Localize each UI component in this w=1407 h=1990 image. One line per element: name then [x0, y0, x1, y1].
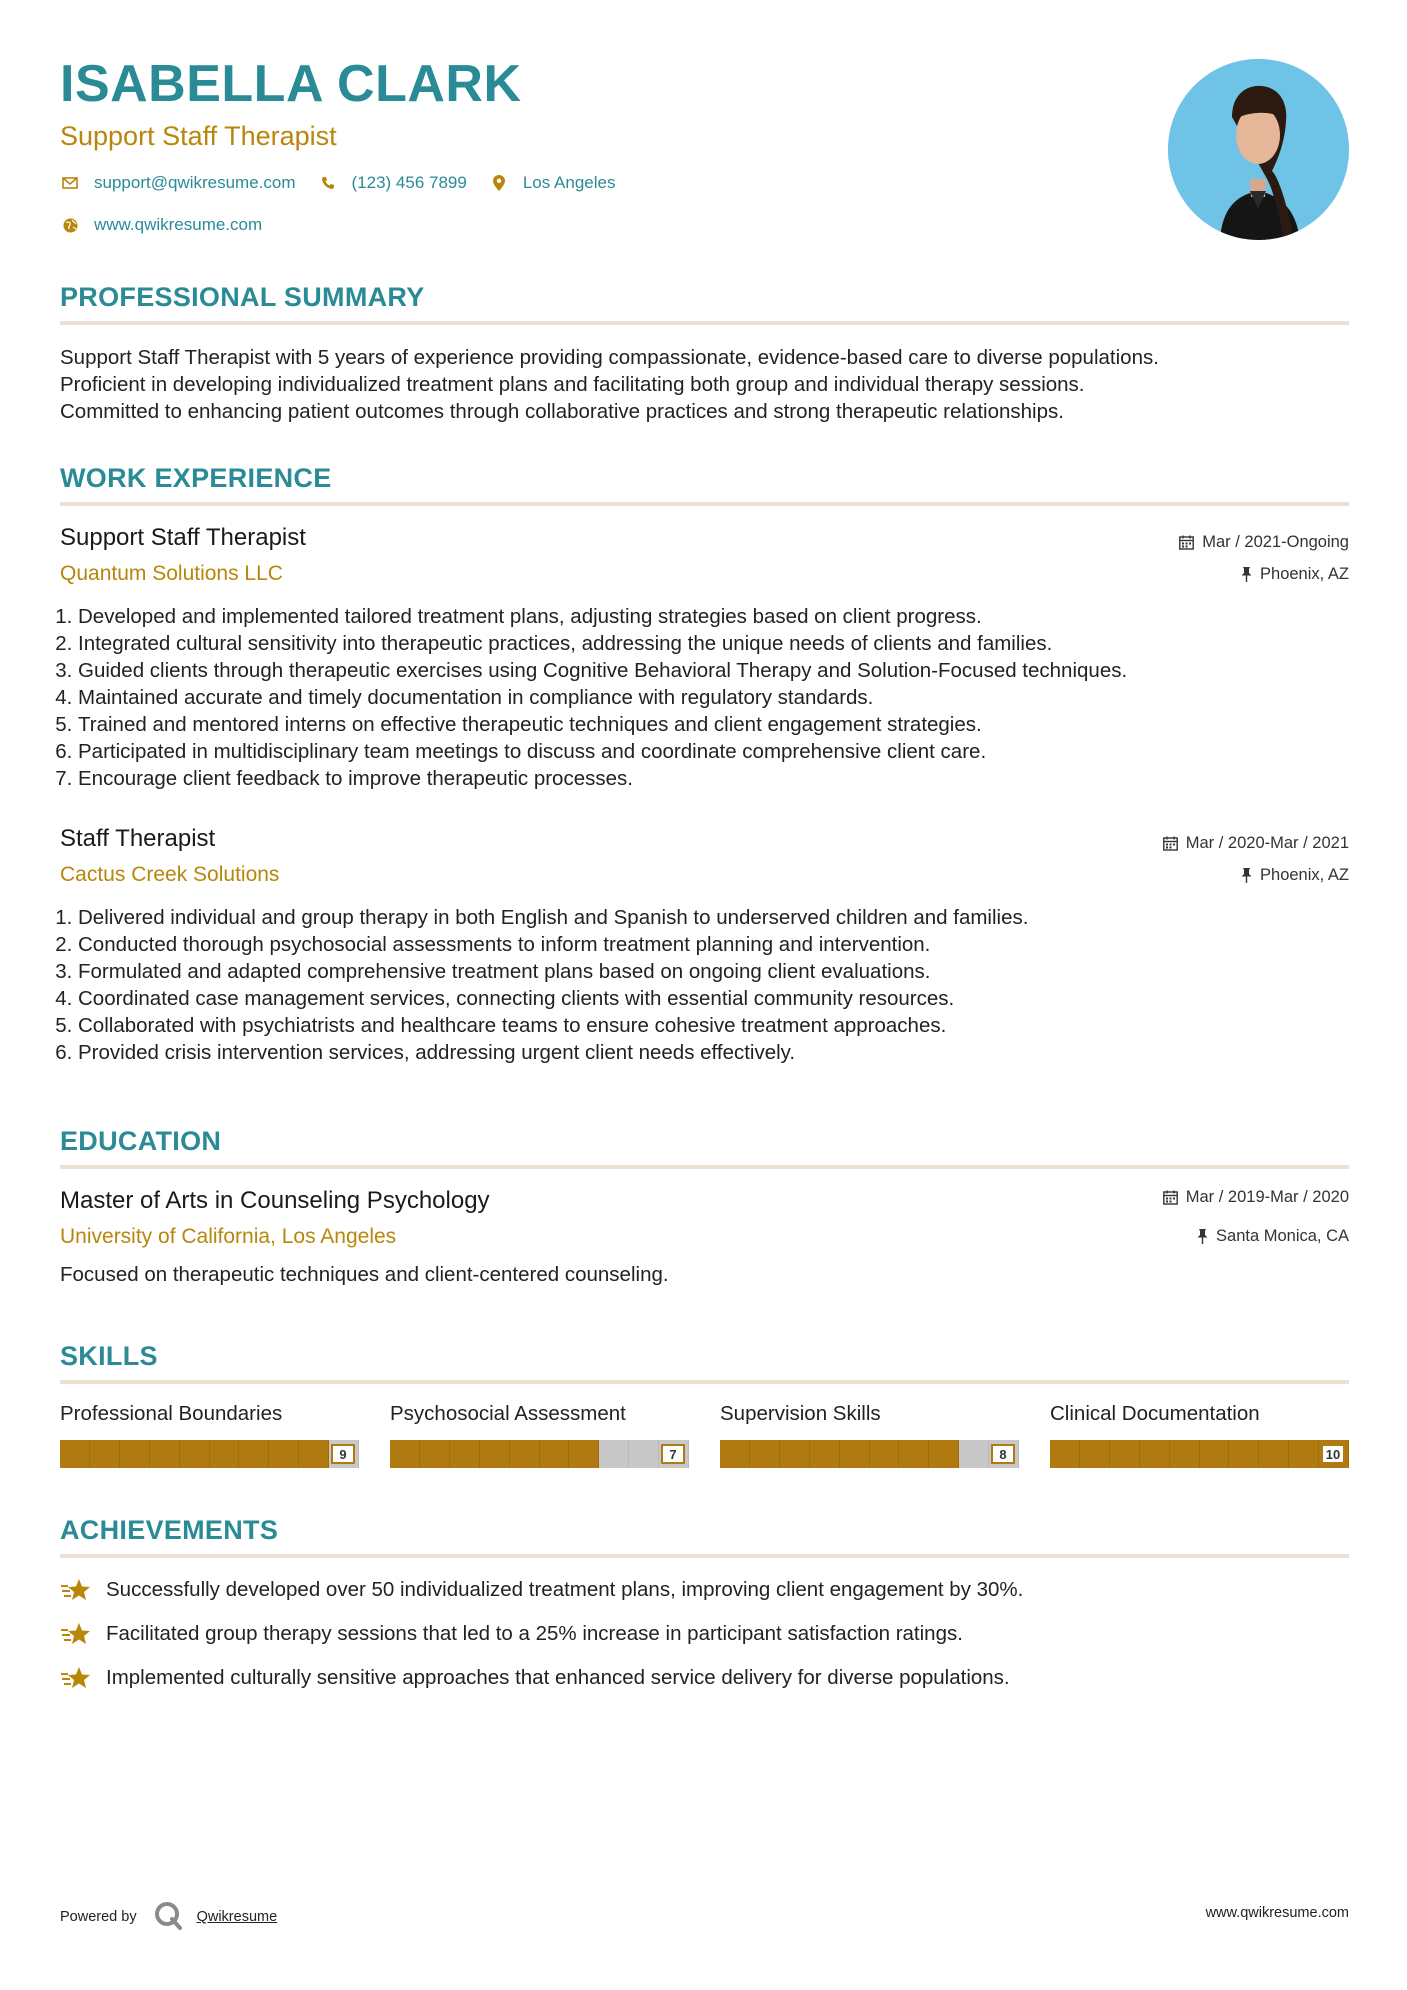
achievement-text: Implemented culturally sensitive approaches that enhanced service delivery for diverse populations.: [106, 1666, 1010, 1689]
skill-segment-filled: [870, 1440, 900, 1468]
skill-score: 10: [1321, 1444, 1345, 1464]
company-name: Cactus Creek Solutions: [60, 863, 280, 886]
job-location: [1241, 565, 1349, 584]
skill-segment-filled: [90, 1440, 120, 1468]
skill-segment-filled: [750, 1440, 780, 1468]
shooting-star-icon: [60, 1665, 92, 1691]
skill-segment-empty: [629, 1440, 659, 1468]
achievement-item: [60, 1665, 1010, 1691]
skill-segment-empty: [599, 1440, 629, 1468]
pushpin-icon: [1197, 1229, 1208, 1244]
duty-item: 2. Integrated cultural sensitivity into therapeutic practices, addressing the unique needs of clients and families.: [78, 630, 1349, 657]
achievement-text: Successfully developed over 50 individualized treatment plans, improving client engagement by 30%.: [106, 1578, 1024, 1601]
skill-item: [60, 1402, 359, 1462]
duty-item: 5. Collaborated with psychiatrists and healthcare teams to ensure cohesive treatment approaches.: [78, 1012, 1349, 1039]
resume-page: [60, 0, 1349, 1990]
phone-text[interactable]: (123) 456 7899: [351, 173, 467, 192]
location-text: Los Angeles: [522, 173, 616, 192]
skill-segment-filled: [1140, 1440, 1170, 1468]
duty-item: 1. Delivered individual and group therapy in both English and Spanish to underserved children and families.: [78, 904, 1349, 931]
qwikresume-link[interactable]: Qwikresume: [196, 1909, 278, 1925]
skill-name: Clinical Documentation: [1050, 1402, 1260, 1425]
email-text[interactable]: support@qwikresume.com: [94, 173, 296, 192]
job-location-text: Phoenix, AZ: [1260, 866, 1349, 884]
calendar-icon: [1163, 836, 1178, 851]
skill-segment-filled: [390, 1440, 420, 1468]
skill-segment-filled: [1259, 1440, 1289, 1468]
skill-segment-filled: [239, 1440, 269, 1468]
candidate-role: Support Staff Therapist: [60, 121, 337, 151]
skill-score: 9: [331, 1444, 355, 1464]
skill-segment-filled: [810, 1440, 840, 1468]
skill-segment-filled: [780, 1440, 810, 1468]
skill-item: [1050, 1402, 1349, 1462]
skill-segment-filled: [929, 1440, 959, 1468]
duty-item: 2. Conducted thorough psychosocial assessments to inform treatment planning and intervention.: [78, 931, 1349, 958]
footer-powered-by: [60, 1900, 277, 1934]
website-text[interactable]: www.qwikresume.com: [94, 215, 263, 234]
education-dates-text: Mar / 2019-Mar / 2020: [1185, 1188, 1349, 1206]
phone-icon: [318, 173, 338, 193]
avatar: [1168, 59, 1349, 240]
skill-segment-filled: [840, 1440, 870, 1468]
summary-text: [60, 344, 1349, 425]
skill-segment-filled: [420, 1440, 450, 1468]
skill-segment-filled: [569, 1440, 599, 1468]
job-dates-text: Mar / 2021-Ongoing: [1202, 533, 1349, 551]
section-divider: [60, 1165, 1349, 1169]
calendar-icon: [1179, 535, 1194, 550]
education-title: EDUCATION: [60, 1126, 222, 1156]
pushpin-icon: [1241, 567, 1252, 582]
section-divider: [60, 1380, 1349, 1384]
skill-segment-filled: [180, 1440, 210, 1468]
skill-segment-filled: [510, 1440, 540, 1468]
envelope-icon: [60, 173, 80, 193]
duty-item: 4. Maintained accurate and timely documentation in compliance with regulatory standards.: [78, 684, 1349, 711]
skill-segment-filled: [1170, 1440, 1200, 1468]
section-divider: [60, 1554, 1349, 1558]
skill-segment-filled: [150, 1440, 180, 1468]
skill-segment-filled: [480, 1440, 510, 1468]
job-location: [1241, 866, 1349, 885]
pushpin-icon: [1241, 868, 1252, 883]
skill-score: 7: [661, 1444, 685, 1464]
skill-name: Psychosocial Assessment: [390, 1402, 626, 1425]
experience-title: WORK EXPERIENCE: [60, 463, 332, 493]
skill-segment-filled: [540, 1440, 570, 1468]
education-location-text: Santa Monica, CA: [1216, 1227, 1349, 1245]
achievement-text: Facilitated group therapy sessions that led to a 25% increase in participant satisfaction ratings.: [106, 1622, 963, 1645]
duty-item: 5. Trained and mentored interns on effective therapeutic techniques and client engagement strategies.: [78, 711, 1349, 738]
skill-segment-filled: [1229, 1440, 1259, 1468]
skill-level-bar: [720, 1440, 1019, 1468]
section-divider: [60, 502, 1349, 506]
contact-row: [60, 173, 637, 193]
education-dates: [1163, 1188, 1349, 1207]
duty-item: 1. Developed and implemented tailored treatment plans, adjusting strategies based on client progress.: [78, 603, 1349, 630]
job-dates: [1179, 533, 1349, 552]
shooting-star-icon: [60, 1577, 92, 1603]
job-dates: [1163, 834, 1349, 853]
skill-name: Professional Boundaries: [60, 1402, 283, 1425]
powered-by-label: Powered by: [60, 1909, 137, 1925]
skill-item: [720, 1402, 1019, 1462]
skill-level-bar: [60, 1440, 359, 1468]
calendar-icon: [1163, 1190, 1178, 1205]
location-item: [489, 173, 616, 193]
school-name: University of California, Los Angeles: [60, 1225, 397, 1248]
candidate-name: ISABELLA CLARK: [60, 55, 522, 113]
globe-icon: [60, 215, 80, 235]
degree-title: Master of Arts in Counseling Psychology: [60, 1187, 490, 1214]
education-location: [1197, 1227, 1349, 1246]
duty-item: 6. Provided crisis intervention services, addressing urgent client needs effectively.: [78, 1039, 1349, 1066]
skill-item: [390, 1402, 689, 1462]
duty-item: 3. Formulated and adapted comprehensive treatment plans based on ongoing client evaluations.: [78, 958, 1349, 985]
email-item[interactable]: [60, 173, 296, 193]
skill-name: Supervision Skills: [720, 1402, 881, 1425]
skill-segment-filled: [1289, 1440, 1319, 1468]
duty-item: 4. Coordinated case management services, connecting clients with essential community resources.: [78, 985, 1349, 1012]
skill-segment-filled: [1050, 1440, 1080, 1468]
skill-segment-filled: [1080, 1440, 1110, 1468]
phone-item[interactable]: [318, 173, 467, 193]
skill-segment-filled: [60, 1440, 90, 1468]
footer-website[interactable]: www.qwikresume.com: [1205, 1905, 1349, 1921]
job-duties: [60, 904, 1349, 1066]
duty-item: 3. Guided clients through therapeutic exercises using Cognitive Behavioral Therapy and Solution-Focused techniques.: [78, 657, 1349, 684]
skill-segment-filled: [210, 1440, 240, 1468]
skills-title: SKILLS: [60, 1341, 158, 1371]
skill-score: 8: [991, 1444, 1015, 1464]
section-divider: [60, 321, 1349, 325]
summary-line: Committed to enhancing patient outcomes through collaborative practices and strong therapeutic relationships.: [60, 400, 1064, 423]
achievement-item: [60, 1577, 1023, 1603]
duty-item: 7. Encourage client feedback to improve therapeutic processes.: [78, 765, 1349, 792]
job-duties: [60, 603, 1349, 792]
skill-level-bar: [1050, 1440, 1349, 1468]
skill-segment-empty: [959, 1440, 989, 1468]
summary-line: Support Staff Therapist with 5 years of experience providing compassionate, evidence-based care to diverse populations.: [60, 346, 1159, 369]
skill-level-bar: [390, 1440, 689, 1468]
summary-line: Proficient in developing individualized treatment plans and facilitating both group and individual therapy sessions.: [60, 373, 1085, 396]
skill-segment-filled: [720, 1440, 750, 1468]
shooting-star-icon: [60, 1621, 92, 1647]
map-pin-icon: [489, 173, 509, 193]
job-title: Staff Therapist: [60, 825, 216, 852]
company-name: Quantum Solutions LLC: [60, 562, 283, 585]
skill-segment-filled: [269, 1440, 299, 1468]
achievements-title: ACHIEVEMENTS: [60, 1515, 279, 1545]
skill-segment-filled: [1200, 1440, 1230, 1468]
job-dates-text: Mar / 2020-Mar / 2021: [1185, 834, 1349, 852]
qwikresume-logo-icon: [153, 1900, 183, 1934]
job-title: Support Staff Therapist: [60, 524, 306, 551]
education-description: Focused on therapeutic techniques and client-centered counseling.: [60, 1263, 669, 1286]
contact-row-2: [60, 215, 284, 235]
skill-segment-filled: [450, 1440, 480, 1468]
achievement-item: [60, 1621, 963, 1647]
duty-item: 6. Participated in multidisciplinary team meetings to discuss and coordinate comprehensive client care.: [78, 738, 1349, 765]
website-item[interactable]: [60, 215, 262, 235]
summary-title: PROFESSIONAL SUMMARY: [60, 282, 425, 312]
skill-segment-filled: [899, 1440, 929, 1468]
job-location-text: Phoenix, AZ: [1260, 565, 1349, 583]
skill-segment-filled: [299, 1440, 329, 1468]
skill-segment-filled: [120, 1440, 150, 1468]
skill-segment-filled: [1110, 1440, 1140, 1468]
